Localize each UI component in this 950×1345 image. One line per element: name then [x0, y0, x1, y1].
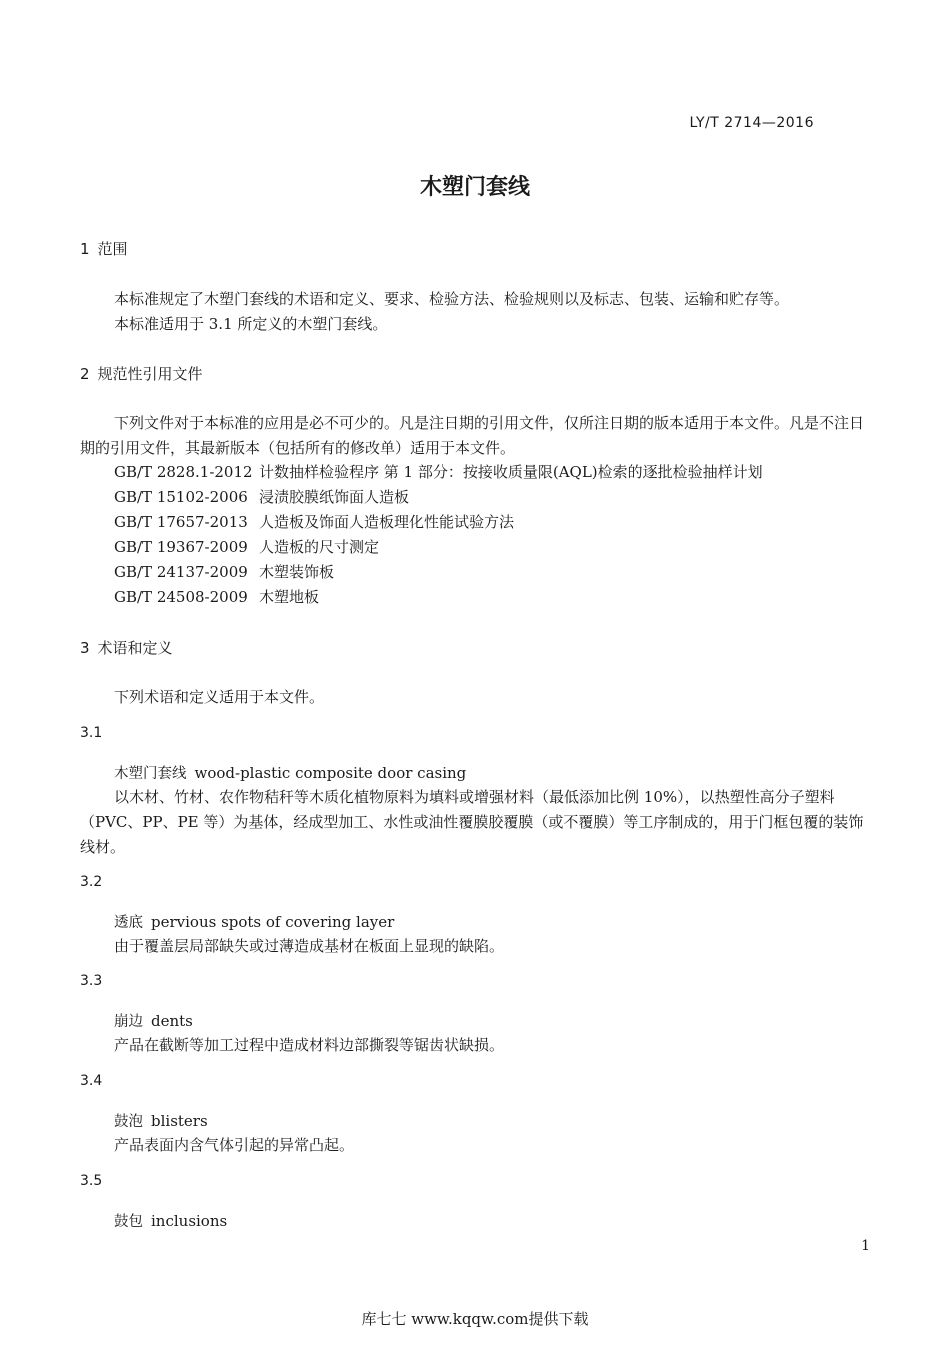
reference-item	[114, 586, 319, 607]
term-definition: 产品在截断等加工过程中造成材料边部撕裂等锯齿状缺损。	[114, 1036, 505, 1054]
reference-name: 人造板及饰面人造板理化性能试验方法	[259, 513, 515, 531]
term-number: 3.3	[80, 973, 103, 989]
term-en: wood-plastic composite door casing	[194, 764, 467, 782]
standard-number: LY/T 2714—2016	[689, 115, 814, 131]
term-zh: 木塑门套线	[114, 766, 187, 782]
reference-code: GB/T 19367-2009	[114, 538, 248, 556]
term-definition: 以木材、竹材、农作物秸秆等木质化植物原料为填料或增强材料（最低添加比例 10%），以热塑性高分子塑料（PVC、PP、PE 等）为基体，经成型加工、水性或油性覆膜胶覆膜（或不覆膜）等工序制成的，用于门框包覆的装饰线材。	[80, 788, 864, 856]
section-3-heading	[80, 637, 173, 658]
term-zh: 鼓泡	[114, 1114, 143, 1130]
term-number: 3.1	[80, 725, 103, 741]
reference-name: 木塑地板	[259, 588, 320, 606]
reference-code: GB/T 15102-2006	[114, 488, 248, 506]
reference-item	[114, 461, 763, 482]
download-footer: 库七七 www.kqqw.com提供下载	[361, 1310, 589, 1328]
reference-name: 人造板的尺寸测定	[259, 538, 380, 556]
section-1-title: 范围	[97, 240, 128, 258]
term-heading	[114, 1110, 208, 1131]
section-2-intro: 下列文件对于本标准的应用是必不可少的。凡是注日期的引用文件，仅所注日期的版本适用于本文件。凡是不注日期的引用文件，其最新版本（包括所有的修改单）适用于本文件。	[80, 414, 865, 457]
reference-item	[114, 561, 334, 582]
term-en: inclusions	[151, 1212, 228, 1230]
section-3-title: 术语和定义	[97, 639, 173, 657]
reference-code: GB/T 2828.1-2012	[114, 463, 253, 481]
term-en: pervious spots of covering layer	[151, 913, 395, 931]
reference-code: GB/T 17657-2013	[114, 513, 248, 531]
section-1-paragraph-1: 本标准规定了木塑门套线的术语和定义、要求、检验方法、检验规则以及标志、包装、运输和贮存等。	[114, 290, 790, 308]
section-1-heading	[80, 238, 128, 259]
term-heading	[114, 1210, 227, 1231]
term-heading	[114, 1010, 193, 1031]
term-heading	[114, 911, 394, 932]
page-number: 1	[861, 1238, 870, 1254]
section-3-intro: 下列术语和定义适用于本文件。	[114, 688, 325, 706]
term-zh: 鼓包	[114, 1214, 143, 1230]
reference-name: 浸渍胶膜纸饰面人造板	[259, 488, 410, 506]
term-zh: 崩边	[114, 1014, 143, 1030]
term-en: dents	[151, 1012, 193, 1030]
section-2-title: 规范性引用文件	[97, 365, 203, 383]
reference-name: 木塑装饰板	[259, 563, 335, 581]
term-zh: 透底	[114, 915, 143, 931]
reference-code: GB/T 24137-2009	[114, 563, 248, 581]
reference-code: GB/T 24508-2009	[114, 588, 248, 606]
section-1-paragraph-2: 本标准适用于 3.1 所定义的木塑门套线。	[114, 315, 388, 333]
term-number: 3.2	[80, 874, 103, 890]
term-number: 3.4	[80, 1073, 103, 1089]
term-definition: 产品表面内含气体引起的异常凸起。	[114, 1136, 355, 1154]
reference-item	[114, 536, 379, 557]
reference-item	[114, 486, 409, 507]
section-2-number: 2	[80, 365, 90, 383]
section-3-number: 3	[80, 639, 90, 657]
term-en: blisters	[151, 1112, 208, 1130]
document-title: 木塑门套线	[419, 175, 530, 200]
section-2-heading	[80, 363, 203, 384]
term-definition: 由于覆盖层局部缺失或过薄造成基材在板面上显现的缺陷。	[114, 937, 505, 955]
term-heading	[114, 762, 466, 783]
section-1-number: 1	[80, 240, 90, 258]
reference-name: 计数抽样检验程序 第 1 部分：按接收质量限(AQL)检索的逐批检验抽样计划	[259, 463, 763, 481]
reference-item	[114, 511, 514, 532]
term-number: 3.5	[80, 1173, 103, 1189]
